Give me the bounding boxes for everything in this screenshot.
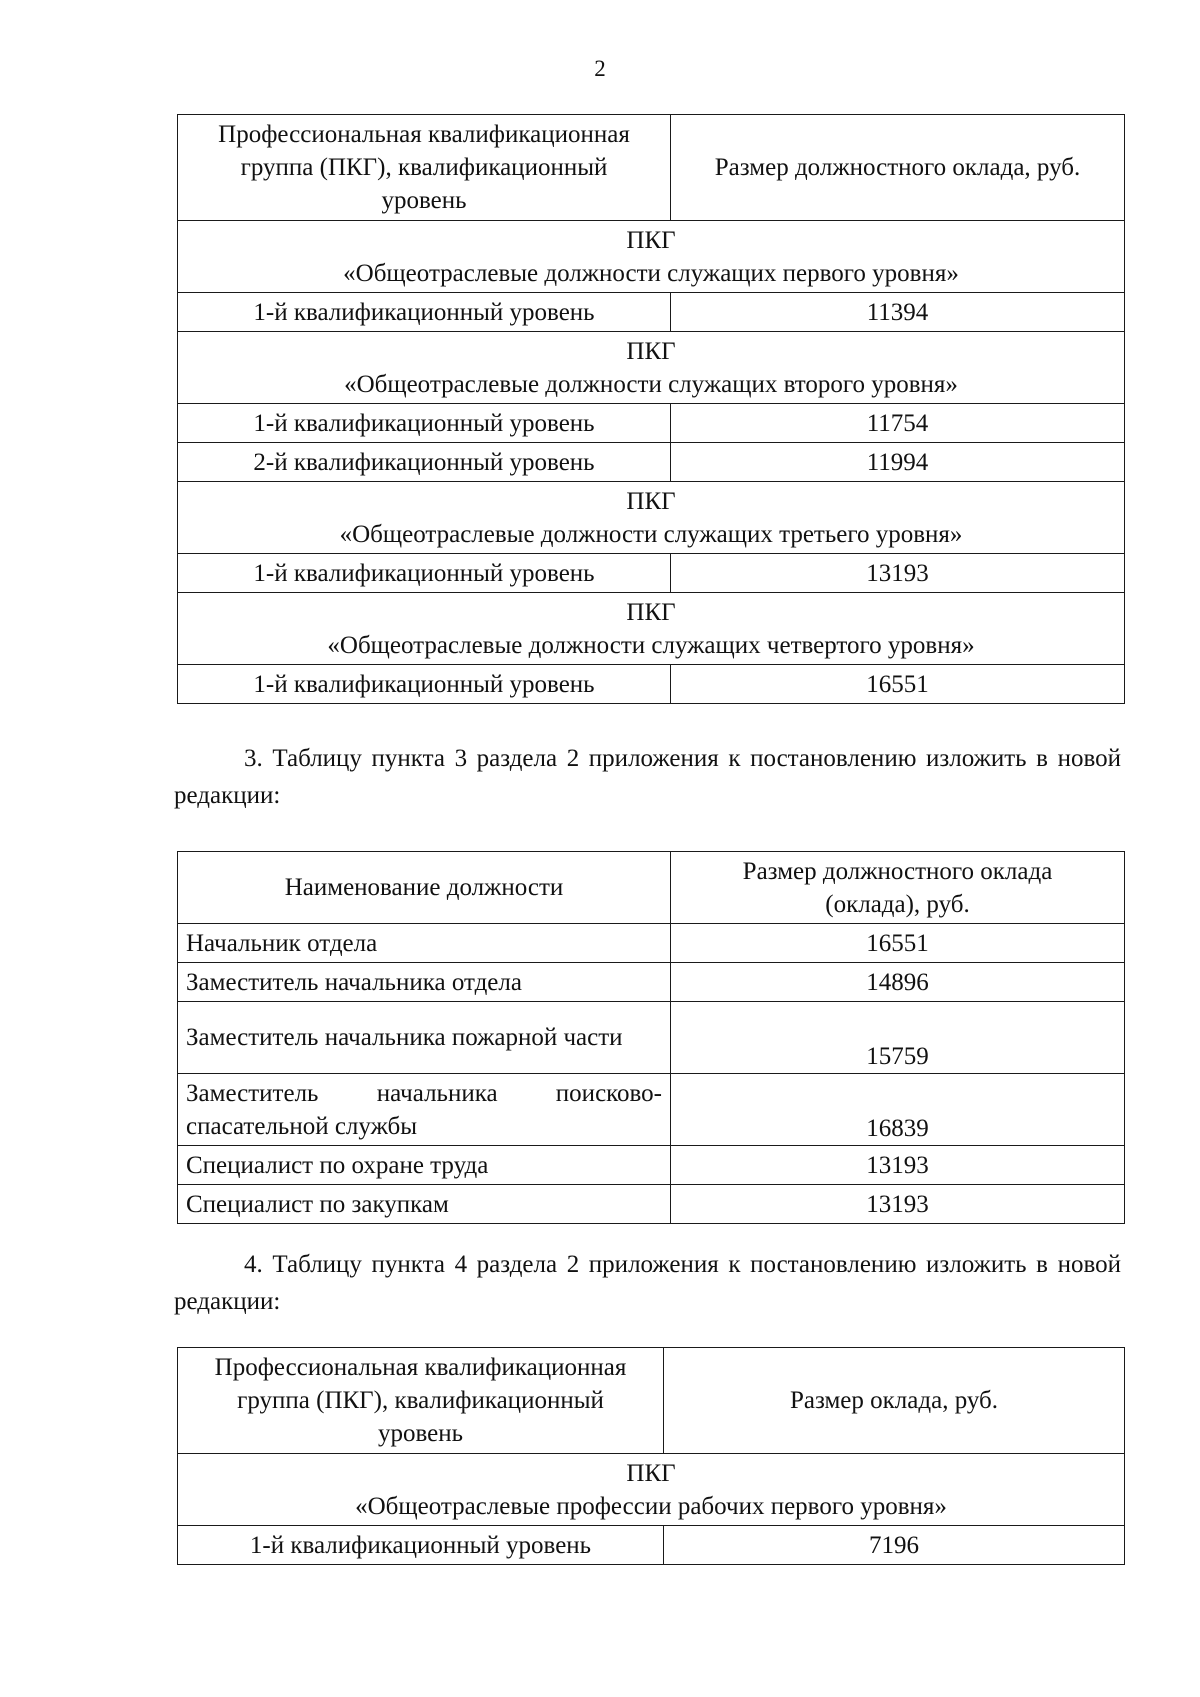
group-cell: ПКГ «Общеотраслевые должности служащих первого уровня» bbox=[178, 221, 1125, 293]
table-row bbox=[178, 293, 1125, 332]
table-row bbox=[178, 443, 1125, 482]
position-cell: Начальник отдела bbox=[178, 924, 671, 963]
amount-cell: 11994 bbox=[671, 443, 1125, 482]
header-cell-salary: Размер должностного оклада (оклада), руб. bbox=[671, 852, 1125, 924]
table-row bbox=[178, 554, 1125, 593]
group-cell: ПКГ «Общеотраслевые должности служащих третьего уровня» bbox=[178, 482, 1125, 554]
group-row bbox=[178, 482, 1125, 554]
paragraph-3: 3. Таблицу пункта 3 раздела 2 приложения к постановлению изложить в новой редакции: bbox=[174, 745, 1121, 809]
table-row bbox=[178, 1002, 1125, 1074]
header-cell-pkg-level: Профессиональная квалификационная группа (ПКГ), квалификационный уровень bbox=[178, 1348, 664, 1454]
table-row bbox=[178, 404, 1125, 443]
position-cell: Заместитель начальника пожарной части bbox=[178, 1002, 671, 1074]
header-cell-pkg-level: Профессиональная квалификационная группа (ПКГ), квалификационный уровень bbox=[178, 115, 671, 221]
position-cell: Заместитель начальника отдела bbox=[178, 963, 671, 1002]
level-cell: 1-й квалификационный уровень bbox=[178, 665, 671, 704]
level-cell: 1-й квалификационный уровень bbox=[178, 404, 671, 443]
table-row bbox=[178, 665, 1125, 704]
amount-cell: 7196 bbox=[664, 1526, 1125, 1565]
header-cell-position: Наименование должности bbox=[178, 852, 671, 924]
position-cell: Специалист по охране труда bbox=[178, 1146, 671, 1185]
amount-cell: 13193 bbox=[671, 554, 1125, 593]
group-cell: ПКГ «Общеотраслевые профессии рабочих первого уровня» bbox=[178, 1454, 1125, 1526]
paragraph-4: 4. Таблицу пункта 4 раздела 2 приложения к постановлению изложить в новой редакции: bbox=[174, 1251, 1121, 1315]
table-row bbox=[178, 1185, 1125, 1224]
salary-table-workers bbox=[177, 1347, 1125, 1565]
level-cell: 1-й квалификационный уровень bbox=[178, 1526, 664, 1565]
level-cell: 1-й квалификационный уровень bbox=[178, 293, 671, 332]
table-row bbox=[178, 1074, 1125, 1146]
amount-cell: 14896 bbox=[671, 963, 1125, 1002]
amount-cell: 16551 bbox=[671, 924, 1125, 963]
amount-cell: 16551 bbox=[671, 665, 1125, 704]
table-header-row bbox=[178, 852, 1125, 924]
amount-cell: 15759 bbox=[671, 1002, 1125, 1074]
table-row bbox=[178, 924, 1125, 963]
salary-table-employees bbox=[177, 114, 1125, 704]
group-row bbox=[178, 593, 1125, 665]
table-header-row bbox=[178, 1348, 1125, 1454]
amount-cell: 16839 bbox=[671, 1074, 1125, 1146]
group-row bbox=[178, 1454, 1125, 1526]
group-row bbox=[178, 221, 1125, 293]
group-row bbox=[178, 332, 1125, 404]
position-cell: Специалист по закупкам bbox=[178, 1185, 671, 1224]
table-row bbox=[178, 963, 1125, 1002]
salary-table-positions bbox=[177, 851, 1125, 1224]
table-header-row bbox=[178, 115, 1125, 221]
amount-cell: 11394 bbox=[671, 293, 1125, 332]
table-row bbox=[178, 1146, 1125, 1185]
page-number: 2 bbox=[594, 56, 606, 81]
amount-cell: 13193 bbox=[671, 1146, 1125, 1185]
header-cell-salary: Размер должностного оклада, руб. bbox=[671, 115, 1125, 221]
level-cell: 1-й квалификационный уровень bbox=[178, 554, 671, 593]
group-cell: ПКГ «Общеотраслевые должности служащих четвертого уровня» bbox=[178, 593, 1125, 665]
amount-cell: 13193 bbox=[671, 1185, 1125, 1224]
group-cell: ПКГ «Общеотраслевые должности служащих второго уровня» bbox=[178, 332, 1125, 404]
table-row bbox=[178, 1526, 1125, 1565]
header-cell-salary: Размер оклада, руб. bbox=[664, 1348, 1125, 1454]
level-cell: 2-й квалификационный уровень bbox=[178, 443, 671, 482]
position-cell: Заместитель начальника поисково-спасательной службы bbox=[178, 1074, 671, 1146]
amount-cell: 11754 bbox=[671, 404, 1125, 443]
